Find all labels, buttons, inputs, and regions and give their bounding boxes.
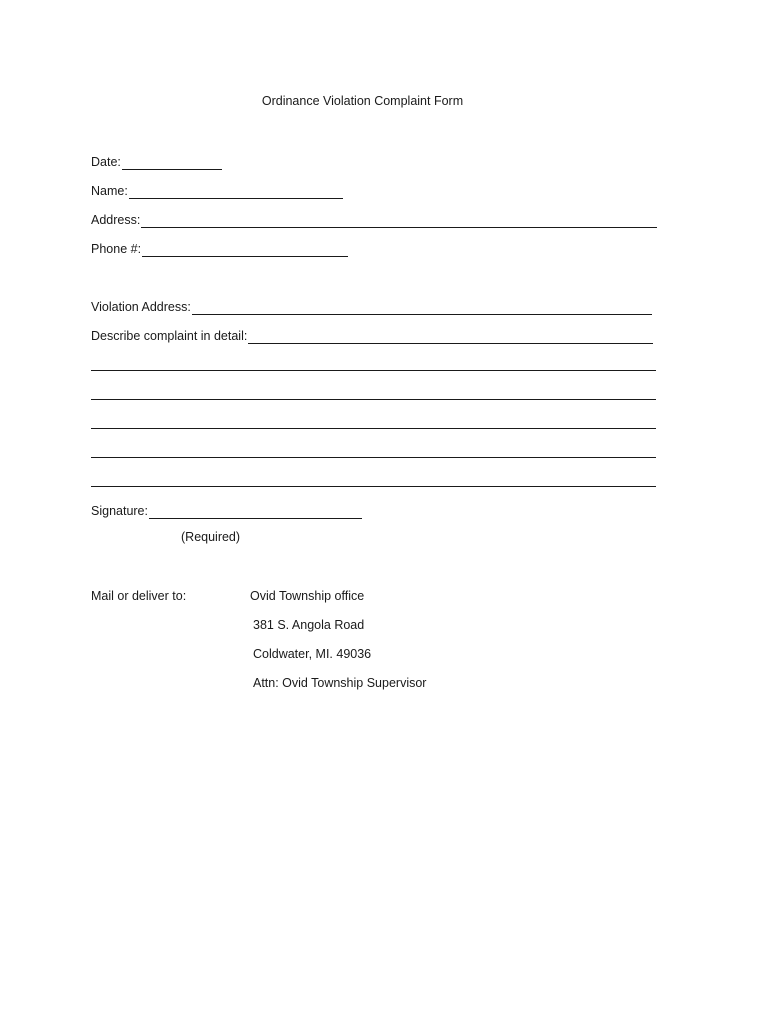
address-label: Address:	[91, 213, 141, 227]
mail-address-line-2: 381 S. Angola Road	[253, 618, 365, 632]
complaint-detail-line-1[interactable]	[91, 370, 656, 371]
date-label: Date:	[91, 155, 121, 169]
mail-address-line-1: Ovid Township office	[250, 589, 365, 603]
signature-field	[91, 501, 362, 519]
complaint-detail-line-2[interactable]	[91, 399, 656, 400]
signature-blank[interactable]	[149, 504, 362, 519]
describe-blank[interactable]	[248, 329, 653, 344]
name-blank[interactable]	[129, 184, 343, 199]
violation-address-field	[91, 297, 652, 315]
name-label: Name:	[91, 184, 128, 198]
date-blank[interactable]	[122, 155, 222, 170]
violation-address-blank[interactable]	[192, 300, 652, 315]
mail-label: Mail or deliver to:	[91, 589, 187, 603]
phone-field	[91, 239, 348, 257]
complaint-detail-line-4[interactable]	[91, 457, 656, 458]
describe-field	[91, 326, 653, 344]
violation-address-label: Violation Address:	[91, 300, 191, 314]
name-field	[91, 181, 343, 199]
mail-address-line-4: Attn: Ovid Township Supervisor	[253, 676, 427, 690]
address-blank[interactable]	[141, 213, 657, 228]
signature-label: Signature:	[91, 504, 148, 518]
phone-label: Phone #:	[91, 242, 142, 256]
complaint-detail-line-3[interactable]	[91, 428, 656, 429]
date-field	[91, 152, 222, 170]
describe-label: Describe complaint in detail:	[91, 329, 248, 343]
mail-address-line-3: Coldwater, MI. 49036	[253, 647, 372, 661]
phone-blank[interactable]	[142, 242, 348, 257]
required-note: (Required)	[181, 530, 241, 544]
address-field	[91, 210, 657, 228]
form-title: Ordinance Violation Complaint Form	[261, 94, 464, 108]
complaint-detail-line-5[interactable]	[91, 486, 656, 487]
